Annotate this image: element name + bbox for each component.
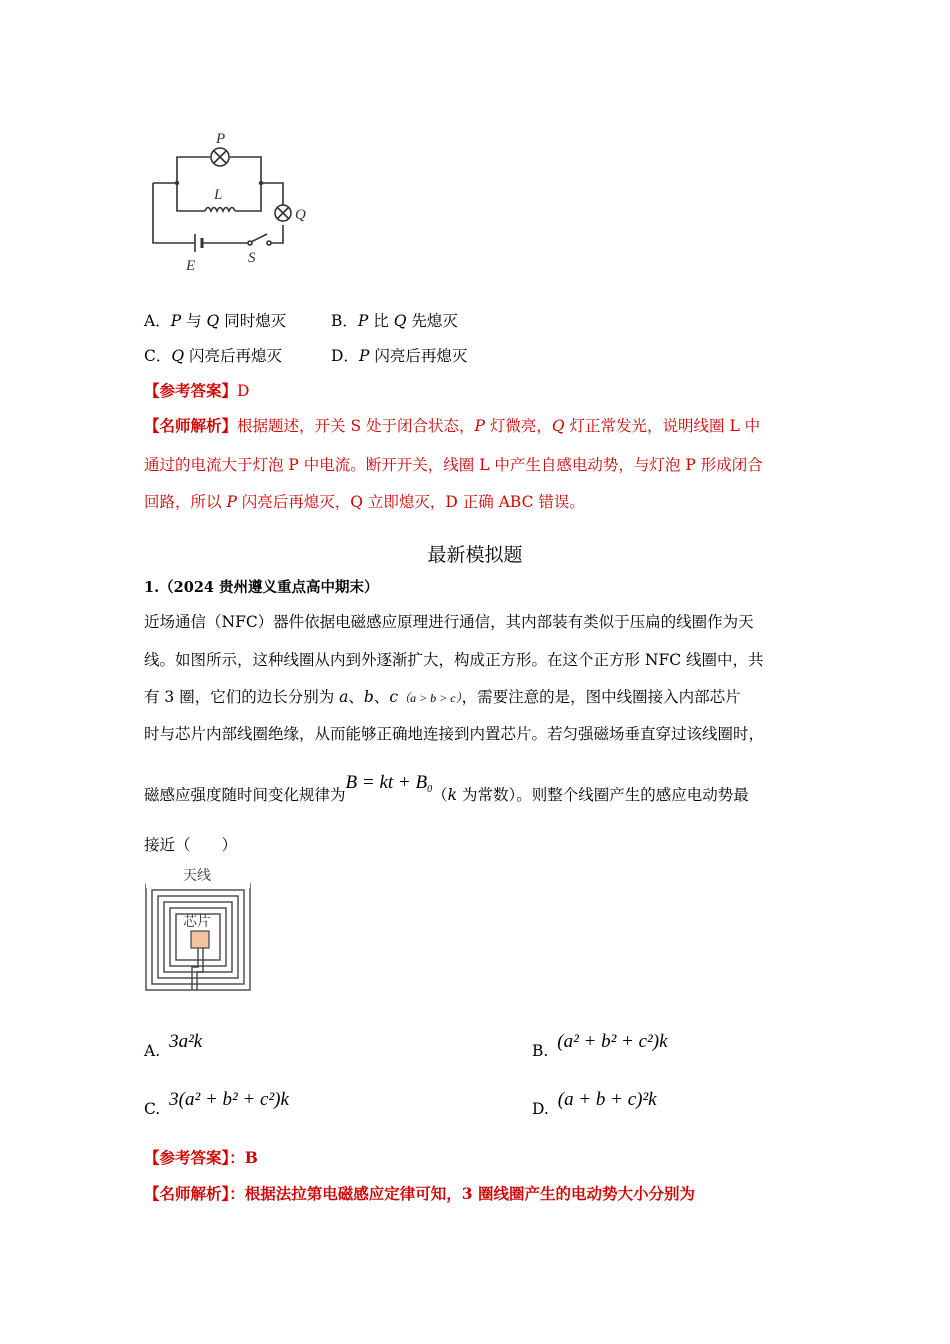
q1-line-4: 时与芯片内部线圈绝缘，从而能够正确地连接到内置芯片。若匀强磁场垂直穿过该线圈时， [144, 725, 765, 743]
q1-line-6: 接近（ ） [144, 836, 238, 854]
circuit-diagram [140, 125, 320, 275]
q1-line-5: 磁感应强度随时间变化规律为B = kt + $B_0(k$ 为常数）。则整个线圈产生的感应电动势最 [144, 772, 749, 804]
q1-option-c: C. 3(a² + b² + c²)k [144, 1089, 289, 1118]
prev-option-c: C．Q 闪亮后再熄灭 [144, 347, 283, 365]
label-e: E [186, 258, 196, 274]
prev-option-d: D．P 闪亮后再熄灭 [331, 347, 468, 365]
q1-answer: 【参考答案】：B [144, 1148, 258, 1167]
label-p: P [216, 131, 226, 147]
prev-option-b: B．P 比 Q 先熄灭 [331, 312, 458, 330]
nfc-coil-figure [142, 862, 254, 994]
q1-line-2: 线。如图所示，这种线圈从内到外逐渐扩大，构成正方形。在这个正方形 NFC 线圈中，共 [144, 651, 764, 669]
section-title: 最新模拟题 [427, 544, 523, 566]
chip-label: 芯片 [183, 914, 211, 930]
q1-line-1: 近场通信（NFC）器件依据电磁感应原理进行通信，其内部装有类似于压扁的线圈作为天 [144, 613, 754, 631]
q1-option-d: D. (a + b + c)²k [532, 1089, 657, 1118]
prev-analysis-line-1: 【名师解析】根据题述，开关 S 处于闭合状态，P 灯微亮，Q 灯正常发光，说明线圈 L 中 [144, 416, 761, 435]
antenna-label: 天线 [183, 868, 211, 884]
q1-line-3: 有 3 圈，它们的边长分别为 a、b、c（a > b > c），需要注意的是，图中线圈接入内部芯片 [144, 688, 741, 706]
q1-analysis: 【名师解析】：根据法拉第电磁感应定律可知，3 圈线圈产生的电动势大小分别为 [144, 1184, 695, 1203]
label-s: S [248, 250, 256, 266]
q1-option-a: A. 3a²k [144, 1031, 203, 1060]
prev-analysis-line-2: 通过的电流大于灯泡 P 中电流。断开开关，线圈 L 中产生自感电动势，与灯泡 P 形成闭合 [144, 456, 763, 474]
label-l: L [214, 187, 223, 203]
q1-option-b: B. (a² + b² + c²)k [532, 1031, 668, 1060]
label-q: Q [295, 207, 306, 223]
prev-analysis-line-3: 回路，所以 P 闪亮后再熄灭，Q 立即熄灭，D 正确 ABC 错误。 [144, 493, 585, 511]
prev-option-a: A．P 与 Q 同时熄灭 [144, 312, 287, 330]
prev-answer: 【参考答案】D [144, 381, 250, 400]
q1-header: 1.（2024 贵州遵义重点高中期末） [144, 579, 379, 596]
chip-block [191, 931, 209, 948]
